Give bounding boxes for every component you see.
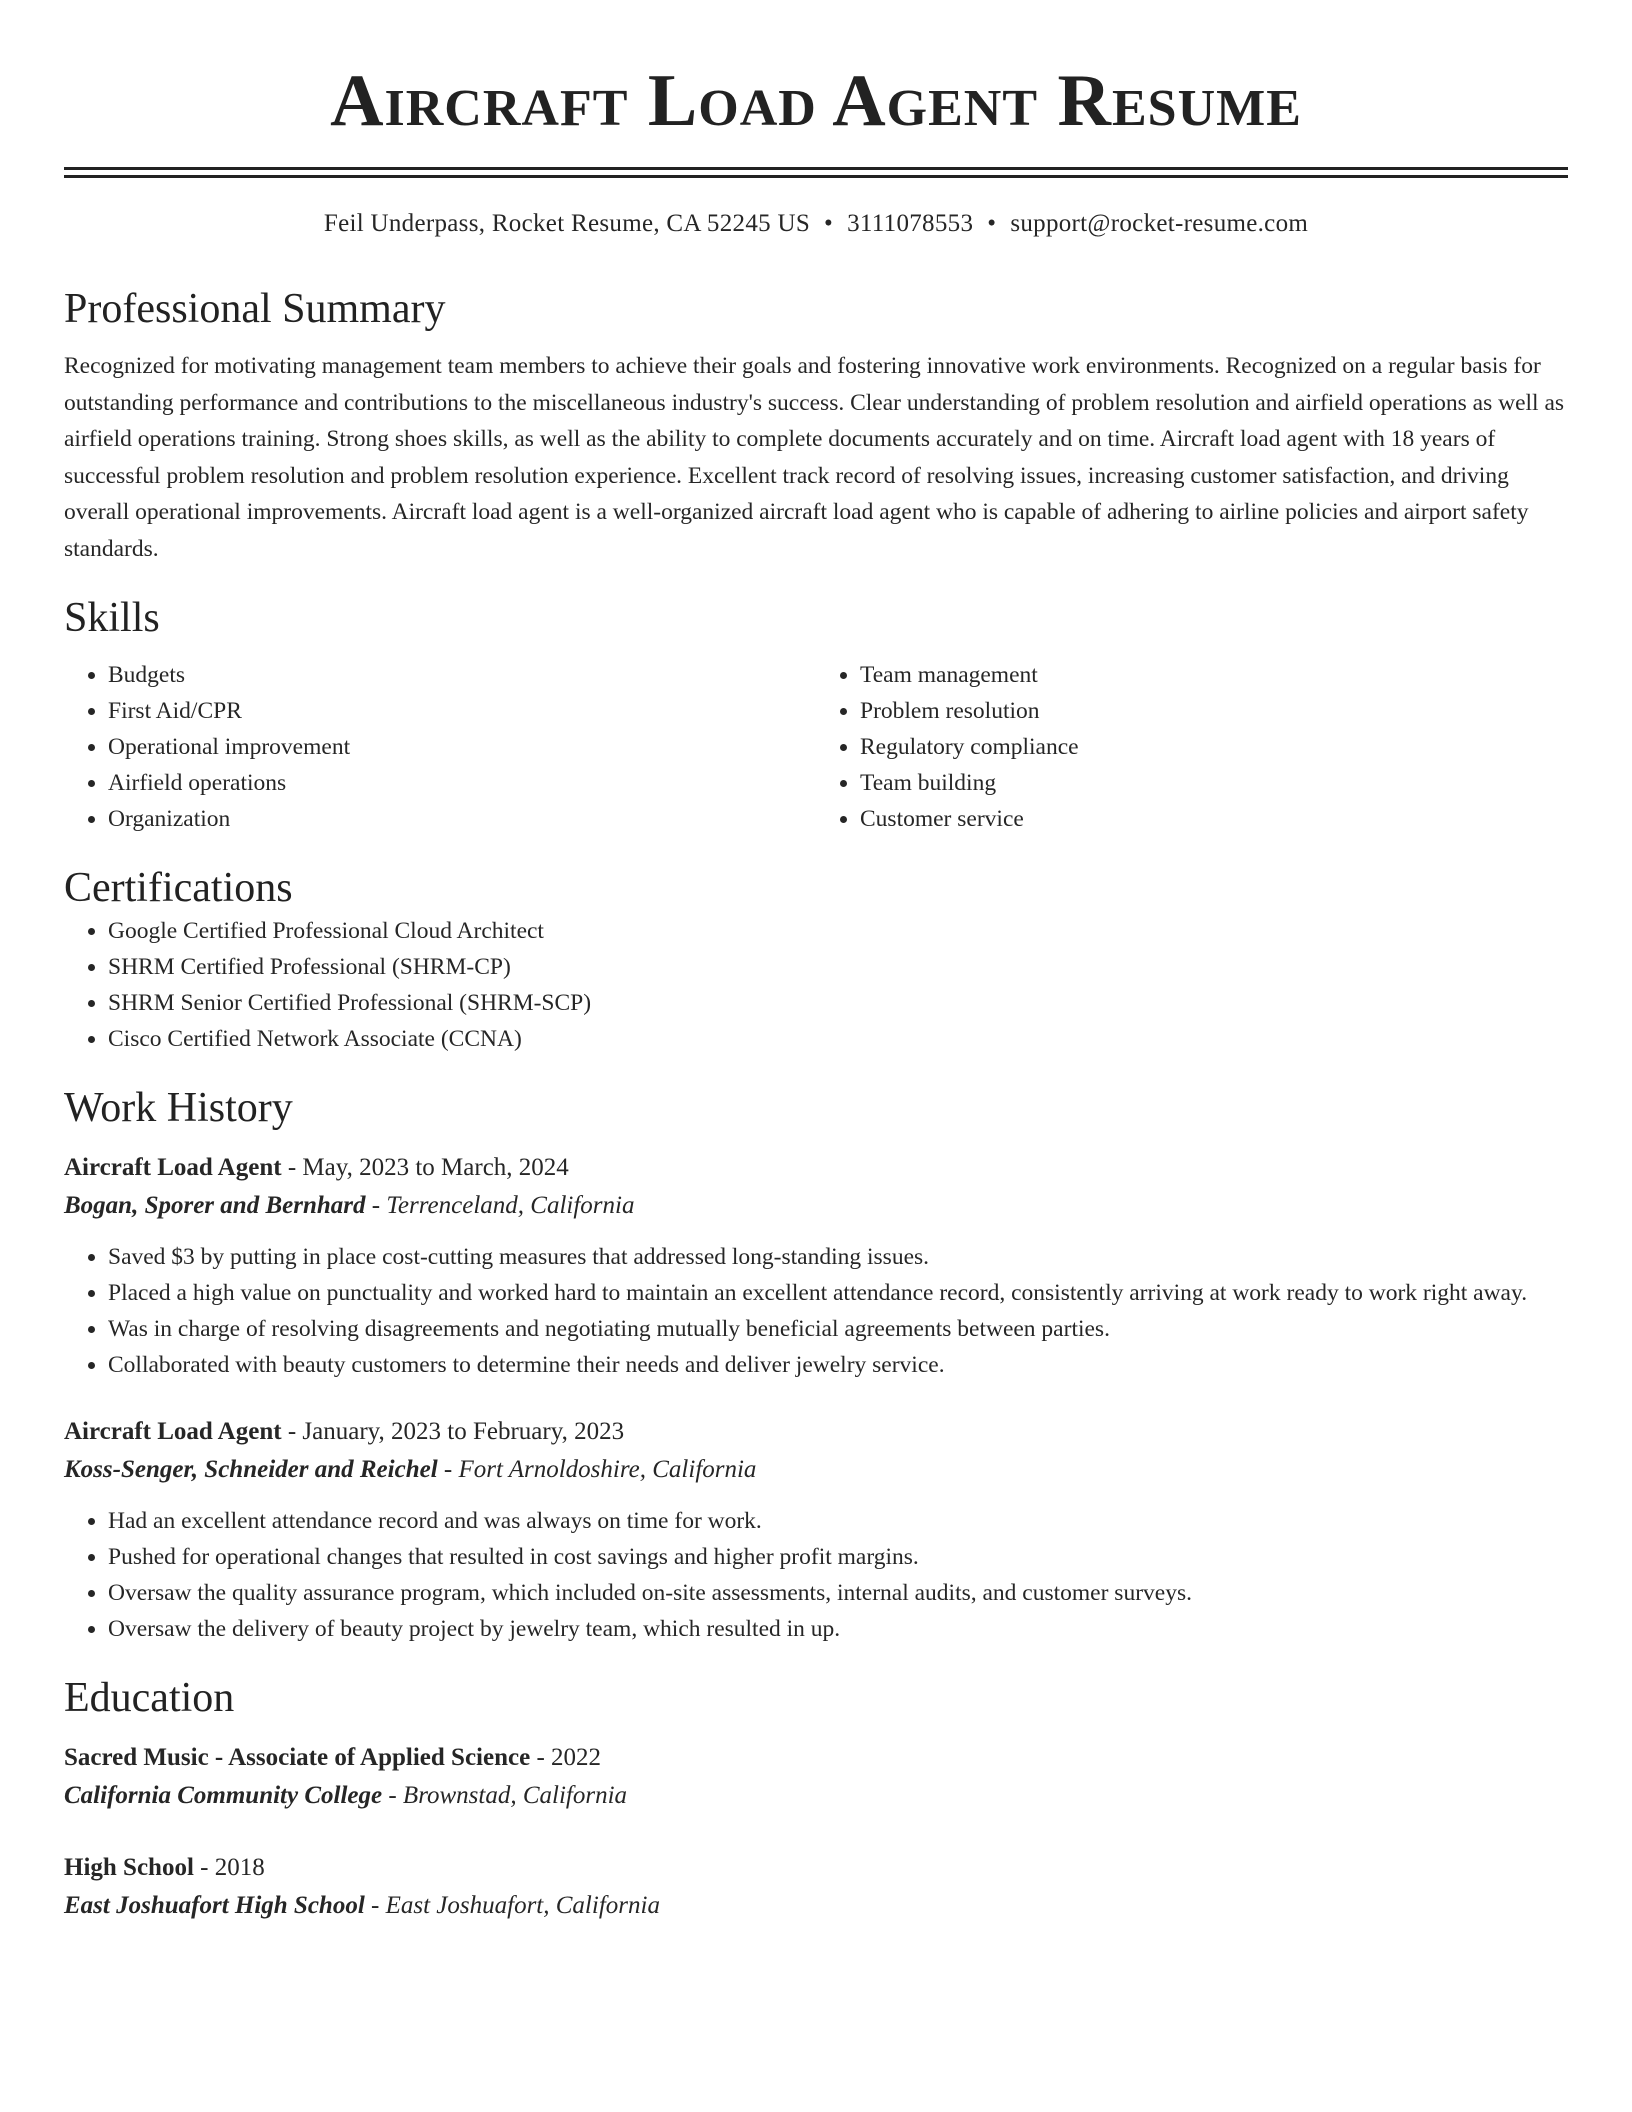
job-duty-item: • Oversaw the delivery of beauty project by jewelry team, which resulted in up.: [108, 1611, 1568, 1647]
certification-item: • SHRM Certified Professional (SHRM-CP): [108, 949, 1568, 985]
certification-item: • Google Certified Professional Cloud Architect: [108, 913, 1568, 949]
job-title: Aircraft Load Agent: [64, 1154, 282, 1181]
summary-text: Recognized for motivating management team members to achieve their goals and fostering innovative work environments. Recognized on a regular basis for outstanding performance and contributions to the miscellaneous industry's success. Clear understanding of problem resolution and airfield operations as well as airfield operations training. Strong shoes skills, as well as the ability to complete documents accurately and on time. Aircraft load agent with 18 years of successful problem resolution and problem resolution experience. Excellent track record of resolving issues, increasing customer satisfaction, and driving overall operational improvements. Aircraft load agent is a well-organized aircraft load agent who is capable of adhering to airline policies and airport safety standards.: [64, 353, 1565, 562]
job-company: Bogan, Sporer and Bernhard: [64, 1192, 366, 1219]
job-header: [64, 1149, 1568, 1187]
dash-separator: -: [364, 1892, 386, 1919]
skills-columns: [64, 657, 1568, 837]
skills-list-right: [816, 657, 1568, 837]
education-school: California Community College: [64, 1782, 383, 1809]
education-entry: [64, 1849, 1568, 1925]
certifications-heading: Certifications: [64, 865, 293, 911]
job-entry: [64, 1149, 1568, 1383]
dash-separator: -: [437, 1456, 459, 1483]
skills-list-left: [64, 657, 816, 837]
education-location: East Joshuafort, California: [385, 1892, 660, 1919]
skills-heading: Skills: [64, 595, 160, 641]
education-school-line: [64, 1887, 1568, 1925]
education-entry: [64, 1739, 1568, 1815]
education-degree: High School: [64, 1854, 194, 1881]
job-employer: [64, 1187, 1568, 1225]
job-duties: [64, 1239, 1568, 1383]
skill-item: • First Aid/CPR: [108, 693, 816, 729]
title-divider-thin: [64, 175, 1568, 178]
job-entry: [64, 1413, 1568, 1647]
resume-title: Aircraft Load Agent Resume: [330, 60, 1302, 142]
job-duty-item: • Saved $3 by putting in place cost-cutting measures that addressed long-standing issues.: [108, 1239, 1568, 1275]
job-duty-item: • Placed a high value on punctuality and worked hard to maintain an excellent attendance record, consistently arriving at work ready to work right away.: [108, 1275, 1568, 1311]
education-degree: Sacred Music - Associate of Applied Science: [64, 1744, 531, 1771]
job-location: Terrenceland, California: [386, 1192, 635, 1219]
education-school-line: [64, 1777, 1568, 1815]
job-company: Koss-Senger, Schneider and Reichel: [64, 1456, 438, 1483]
skill-item: • Team building: [860, 765, 1568, 801]
skill-item: • Operational improvement: [108, 729, 816, 765]
contact-separator: •: [824, 210, 834, 237]
certification-item: • Cisco Certified Network Associate (CCNA): [108, 1021, 1568, 1057]
summary-heading: Professional Summary: [64, 286, 446, 332]
education-school: East Joshuafort High School: [64, 1892, 365, 1919]
skill-item: • Customer service: [860, 801, 1568, 837]
contact-line: [64, 208, 1568, 240]
job-duty-item: • Had an excellent attendance record and was always on time for work.: [108, 1503, 1568, 1539]
education-location: Brownstad, California: [402, 1782, 628, 1809]
job-duty-item: • Collaborated with beauty customers to determine their needs and deliver jewelry service.: [108, 1347, 1568, 1383]
skill-item: • Problem resolution: [860, 693, 1568, 729]
skill-item: • Budgets: [108, 657, 816, 693]
contact-phone: 3111078553: [847, 210, 974, 237]
job-header: [64, 1413, 1568, 1451]
dash-separator: -: [193, 1854, 215, 1881]
job-title: Aircraft Load Agent: [64, 1418, 282, 1445]
contact-separator: •: [987, 210, 997, 237]
certifications-list: [64, 913, 1568, 1057]
work-history-heading: Work History: [64, 1085, 293, 1131]
job-location: Fort Arnoldoshire, California: [458, 1456, 757, 1483]
contact-email: support@rocket-resume.com: [1010, 210, 1309, 237]
education-header: [64, 1849, 1568, 1887]
job-dates: May, 2023 to March, 2024: [302, 1154, 569, 1181]
education-year: 2022: [551, 1744, 602, 1771]
dash-separator: -: [365, 1192, 387, 1219]
skill-item: • Team management: [860, 657, 1568, 693]
contact-address: Feil Underpass, Rocket Resume, CA 52245 US: [323, 210, 811, 237]
job-duty-item: • Was in charge of resolving disagreements and negotiating mutually beneficial agreements between parties.: [108, 1311, 1568, 1347]
job-duty-item: • Pushed for operational changes that resulted in cost savings and higher profit margins.: [108, 1539, 1568, 1575]
certification-item: • SHRM Senior Certified Professional (SHRM-SCP): [108, 985, 1568, 1021]
skill-item: • Airfield operations: [108, 765, 816, 801]
job-duties: [64, 1503, 1568, 1647]
skill-item: • Organization: [108, 801, 816, 837]
title-divider-thick: [64, 167, 1568, 170]
job-dates: January, 2023 to February, 2023: [302, 1418, 625, 1445]
dash-separator: -: [382, 1782, 403, 1809]
education-header: [64, 1739, 1568, 1777]
education-year: 2018: [214, 1854, 265, 1881]
dash-separator: -: [281, 1418, 303, 1445]
dash-separator: -: [530, 1744, 552, 1771]
skill-item: • Regulatory compliance: [860, 729, 1568, 765]
dash-separator: -: [281, 1154, 303, 1181]
education-heading: Education: [64, 1675, 235, 1721]
job-employer: [64, 1451, 1568, 1489]
job-duty-item: • Oversaw the quality assurance program, which included on-site assessments, internal audits, and customer surveys.: [108, 1575, 1568, 1611]
